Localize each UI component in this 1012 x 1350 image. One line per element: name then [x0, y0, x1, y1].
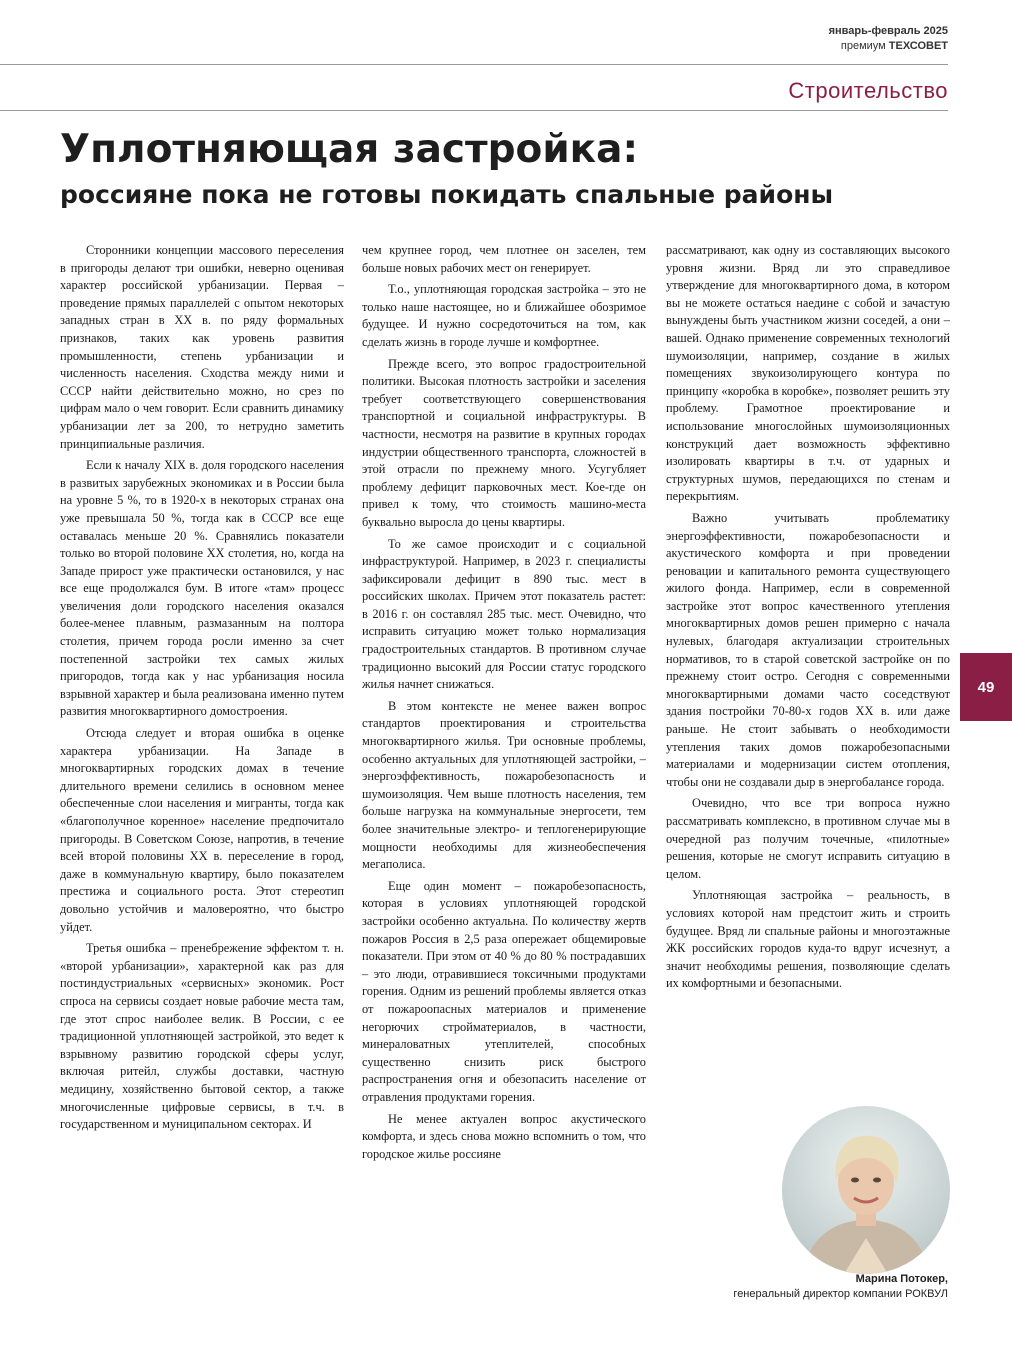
paragraph: В этом контексте не менее важен вопрос стандартов проектирования и строительства многоквартирного жилья. Три основные проблемы, особенно актуальных для уплотняющей застройки, – энергоэффективность, пожаробезопасность и шумоизоляция. Чем выше плотность населения, тем больше нагрузка на коммунальные энергосети, тем более значительные электро- и теплогенерирующие мощности необходимы для жизнеобеспечения мегаполиса.	[362, 698, 646, 872]
text-column-3	[666, 242, 950, 997]
author-portrait	[782, 1106, 950, 1274]
paragraph: Важно учитывать проблематику энергоэффективности, пожаробезопасности и акустического комфорта и при проведении реновации и капитального ремонта существующего жилого фонда. Например, если в современной застройке этот вопрос качественного утепления многоквартирных домов решен примерно с начала нулевых, благодаря актуализации строительных нормативов, то в старой советской застройке он по прежнему стоит остро. Сегодня с современными многоквартирными домами часто соседствуют здания постройки 70-80-х годов XX в. или даже раньше. Не стоит забывать о необходимости утепления таких домов пожаробезопасными материалами и модернизации систем отопления, чтобы они не создавали дыр в энергобалансе города.	[666, 510, 950, 789]
paragraph: Не менее актуален вопрос акустического комфорта, и здесь снова можно вспомнить о том, что городское жилье россияне	[362, 1111, 646, 1161]
header-divider	[0, 64, 948, 65]
paragraph: Прежде всего, это вопрос градостроительной политики. Высокая плотность застройки и заселения требует соответствующего совершенствования транспортной и социальной инфраструктуры. В частности, несмотря на развитие в крупных городах индустрии общественного транспорта, сложностей в этой отрасли по прежнему много. Усугубляет проблему дефицит парковочных мест. Кое-где он привел к тому, что стоимость машино-места буквально выросла до цены квартиры.	[362, 356, 646, 529]
paragraph: То же самое происходит и с социальной инфраструктурой. Например, в 2023 г. специалисты зафиксировали дефицит в 890 тыс. мест в российских школах. Причем этот показатель растет: в 2016 г. он составлял 285 тыс. мест. Очевидно, что исправить ситуацию может только нормализация градостроительных стандартов. В противном случае традиционно высокий для России статус городского жилья начнет снижаться.	[362, 536, 646, 692]
paragraph: Очевидно, что все три вопроса нужно рассматривать комплексно, в противном случае мы в очередной раз получим точечные, «пилотные» решения, которые не смогут исправить ситуацию в целом.	[666, 796, 950, 881]
text-column-1	[60, 242, 344, 1138]
article-subtitle: россияне пока не готовы покидать спальные районы	[60, 180, 834, 209]
masthead	[829, 24, 948, 54]
article-title: Уплотняющая застройка:	[60, 127, 639, 172]
section-divider	[0, 110, 948, 111]
paragraph: рассматривают, как одну из составляющих высокого уровня жизни. Вряд ли это справедливое утверждение для многоквартирного дома, в котором вы не можете остаться наедине с собой и зачастую вынуждены быть участником жизни соседей, а они – вашей. Однако применение современных технологий шумоизоляции, например, создание в жилых помещениях звукоизолирующего контура по принципу «коробка в коробке», позволяет решить эту проблему. Грамотное проектирование и использование многослойных шумоизоляционных конструкций дает возможность эффективно изолировать квартиры в т.ч. от ударных и структурных шумов, передающихся по стенам и перекрытиям.	[666, 243, 950, 504]
brand-prefix: премиум	[840, 40, 886, 52]
author-name: Марина Потокер,	[855, 1273, 948, 1285]
paragraph: Еще один момент – пожаробезопасность, которая в условиях уплотняющей городской застройки особенно актуальна. По количеству жертв пожаров Россия в 2,5 раза опережает общемировые показатели. При этом от 40 % до 80 % пострадавших – это люди, отравившиеся токсичными продуктами горения. Одним из решений проблемы является отказ от пожароопасных материалов и применение негорючих стройматериалов, в частности, минераловатных утеплителей, способных существенно снизить риск быстрого распространения огня и обезопасить население от отравления продуктами горения.	[362, 878, 646, 1104]
page-number-tab	[960, 653, 1012, 721]
paragraph: Третья ошибка – пренебрежение эффектом т. н. «второй урбанизации», характерной как раз для постиндустриальных «сервисных» экономик. Рост спроса на сервисы создает новые рабочие места там, где этот спрос наиболее велик. В России, с ее традиционной уплотняющей застройкой, это ведет к взрывному развитию городской сферы услуг, включая ритейл, службы доставки, частную медицину, хозяйственно бытовой сектор, а также многочисленные цифровые сервисы, в т.ч. в государственном и муниципальном секторах. И	[60, 941, 344, 1132]
paragraph: Уплотняющая застройка – реальность, в условиях которой нам предстоит жить и строить будущее. Вряд ли спальные районы и многоэтажные ЖК российских городов куда-то вдруг исчезнут, а значит необходимы решения, позволяющие сделать их комфортными и безопасными.	[666, 888, 950, 991]
paragraph: Сторонники концепции массового переселения в пригороды делают три ошибки, неверно оценивая характер российской урбанизации. Первая – проведение прямых параллелей с опытом некоторых западных стран в XX в. по ряду формальных признаков, таких как уровень развития промышленности, степень урбанизации и численность населения. Сходства между ними и СССР найти действительно можно, но срез по цифрам мало о чем говорит. Если сравнить динамику урбанизации лет за 200, то нетрудно заметить принципиальные различия.	[60, 243, 344, 451]
text-column-2	[362, 242, 646, 1167]
author-caption	[733, 1272, 948, 1302]
paragraph: Т.о., уплотняющая городская застройка – это не только наше настоящее, но и ближайшее обозримое будущее. И нужно сосредоточиться на том, как сделать жизнь в городе лучше и комфортнее.	[362, 282, 646, 349]
issue-date: январь-февраль 2025	[828, 25, 948, 37]
portrait-illustration	[782, 1106, 950, 1274]
paragraph: Если к началу XIX в. доля городского населения в развитых зарубежных экономиках и в России была на уровне 5 %, то в 1920-х в некоторых странах она уже превышала 50 %, тогда как в СССР все еще оставалась меньше 20 %. Сравнялись показатели только во второй половине XX столетия, но, когда на Западе прирост уже практически остановился, у нас все еще продолжался бум. В итоге «там» процесс увеличения доли городского населения оказался более-менее плавным, размазанным на полтора столетия, причем города росли именно за счет постепенной застройки тех самых жилых пригородов, тогда как у нас урбанизация носила взрывной характер и была реализована именно путем развития многоквартирного домостроения.	[60, 458, 344, 719]
paragraph: Отсюда следует и вторая ошибка в оценке характера урбанизации. На Западе в многоквартирных городских домах в течение длительного времени селились в основном менее обеспеченные слои населения и мигранты, тогда как «благополучное коренное» население предпочитало пригороды. В Советском Союзе, напротив, в течение всей второй половины XX в. переселение в город, даже в коммунальную квартиру, было показателем престижа и социального роста. Этот стереотип довольно устойчив и маловероятно, что быстро уйдет.	[60, 726, 344, 934]
author-position: генеральный директор компании РОКВУЛ	[733, 1288, 948, 1300]
brand-name: ТЕХСОВЕТ	[888, 40, 948, 52]
section-label: Строительство	[788, 78, 948, 103]
paragraph: чем крупнее город, чем плотнее он заселен, тем больше новых рабочих мест он генерирует.	[362, 243, 646, 275]
page-number: 49	[977, 678, 995, 696]
publication-brand	[829, 39, 948, 54]
